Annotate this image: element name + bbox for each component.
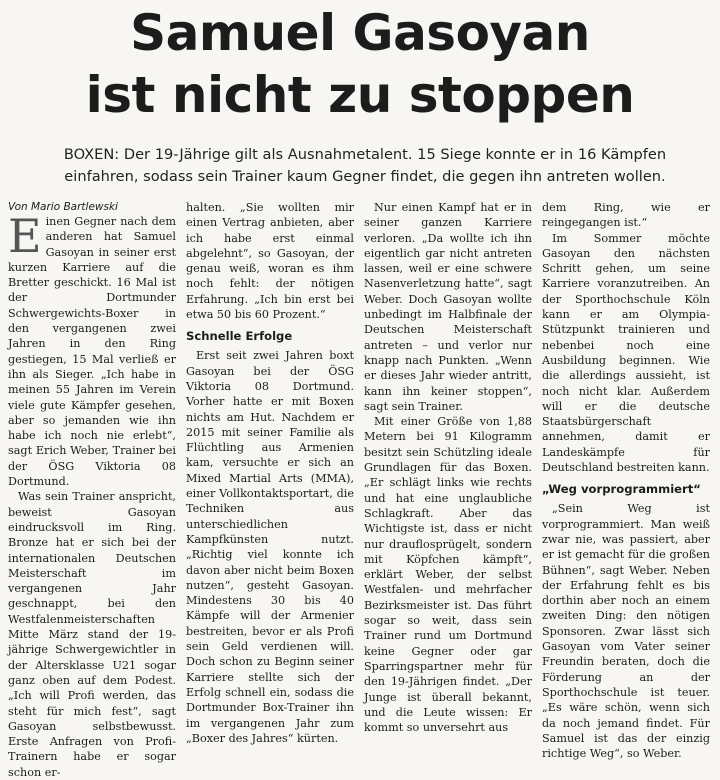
article-subhead: BOXEN: Der 19-Jährige gilt als Ausnahmetalent. 15 Siege konnte er in 16 Kämpfen einfahren, sodass sein Trainer kaum Gegner findet, die gegen ihn antreten wollen. (63, 146, 667, 185)
section-heading: „Weg vorprogrammiert“ (542, 482, 701, 497)
column-4 (542, 200, 710, 761)
body-paragraph: Im Sommer möchte Gasoyan den nächsten Schritt gehen, um seine Karriere voranzutreiben. An der Sporthochschule Köln kann er am Olympia-Stützpunkt trainieren und nebenbei noch eine Ausbildung beginnen. Wie die allerdings aussieht, ist noch nicht klar. Außerdem will er die deutsche Staatsbürgerschaft annehmen, damit er Landeskämpfe für Deutschland bestreiten kann. (542, 231, 710, 475)
column-3 (364, 200, 532, 735)
section-heading: Schnelle Erfolge (186, 329, 293, 344)
column-1 (8, 200, 176, 779)
column-2 (186, 200, 354, 745)
body-paragraph: Was sein Trainer anspricht, beweist Gasoyan eindrucksvoll im Ring. Bronze hat er sich bei der internationalen Deutschen Meisterschaft im vergangenen Jahr geschnappt, bei den Westfalenmeisterschaften Mitte März stand der 19-jährige Schwergewichtler in der Altersklasse U21 sogar ganz oben auf dem Podest. „Ich will Profi werden, das steht für mich fest“, sagt Gasoyan selbstbewusst. Erste Anfragen von Profi-Trainern habe er sogar schon er- (8, 490, 176, 779)
headline-line-1: Samuel Gasoyan (130, 4, 590, 62)
body-paragraph: „Sein Weg ist vorprogrammiert. Man weiß zwar nie, was passiert, aber er ist gemacht für die großen Bühnen“, sagt Weber. Neben der Erfahrung fehlt es bis dorthin aber noch an einem zweiten Ding: den nötigen Sponsoren. Zwar lässt sich Gasoyan vom Vater seiner Freundin beraten, doch die Förderung an der Sporthochschule ist teuer. „Es wäre schön, wenn sich da noch jemand findet. Für Samuel ist das der einzig richtige Weg“, so Weber. (542, 502, 710, 761)
body-paragraph: Nur einen Kampf hat er in seiner ganzen Karriere verloren. „Da wollte ich ihn eigentlich gar nicht antreten lassen, weil er eine schwere Nasenverletzung hatte“, sagt Weber. Doch Gasoyan wollte unbedingt im Halbfinale der Deutschen Meisterschaft antreten – und verlor nur knapp nach Punkten. „Wenn er dieses Jahr wieder antritt, kann ihn keiner stoppen“, sagt sein Trainer. (364, 201, 532, 413)
body-paragraph: halten. „Sie wollten mir einen Vertrag anbieten, aber ich habe erst einmal abgelehnt“, so Gasoyan, der genau weiß, woran es ihm noch fehlt: der nötigen Erfahrung. „Ich bin erst bei etwa 50 bis 60 Prozent.“ (186, 201, 354, 322)
drop-cap: E (8, 209, 42, 263)
body-paragraph: Mit einer Größe von 1,88 Metern bei 91 Kilogramm besitzt sein Schützling ideale Grundlagen für das Boxen. „Er schlägt links wie rechts und hat eine unglaubliche Schlagkraft. Aber das Wichtigste ist, dass er nicht nur drauflosprügelt, sondern mit Köpfchen kämpft“, erklärt Weber, der selbst Westfalen- und mehrfacher Bezirksmeister ist. Das führt sogar so weit, dass sein Trainer rund um Dortmund keine Gegner oder gar Sparringspartner mehr für den 19-Jährigen findet. „Der Junge ist überall bekannt, und die Leute wissen: Er kommt so unversehrt aus (364, 415, 532, 735)
article-headline (0, 0, 720, 126)
body-paragraph: Erst seit zwei Jahren boxt Gasoyan bei der ÖSG Viktoria 08 Dortmund. Vorher hatte er mit Boxen nichts am Hut. Nachdem er 2015 mit seiner Familie als Flüchtling aus Armenien kam, versuchte er sich an Mixed Martial Arts (MMA), einer Vollkontaktsportart, die Techniken aus unterschiedlichen Kampfkünsten nutzt. „Richtig viel konnte ich davon aber nicht beim Boxen nutzen“, gesteht Gasoyan. Mindestens 30 bis 40 Kämpfe will der Armenier bestreiten, bevor er als Profi sein Geld verdienen will. Doch schon zu Beginn seiner Karriere stellte sich der Erfolg schnell ein, sodass die Dortmunder Box-Trainer ihn im vergangenen Jahr zum „Boxer des Jahres“ kürten. (186, 349, 354, 745)
headline-line-2: ist nicht zu stoppen (85, 66, 635, 124)
body-paragraph: Einen Gegner nach dem anderen hat Samuel Gasoyan in seiner erst kurzen Karriere auf die Bretter geschickt. 16 Mal ist der Dortmunder Schwergewichts-Boxer in den vergangenen zwei Jahren in den Ring gestiegen, 15 Mal verließ er ihn als Sieger. „Ich habe in meinen 55 Jahren im Verein viele gute Kämpfer gesehen, aber so jemanden wie ihn habe ich noch nie erlebt“, sagt Erich Weber, Trainer bei der ÖSG Viktoria 08 Dortmund. (8, 209, 176, 489)
author-byline: Von Mario Bartlewski (8, 201, 118, 213)
article-body (0, 200, 720, 779)
body-paragraph: dem Ring, wie er reingegangen ist.“ (542, 201, 710, 230)
